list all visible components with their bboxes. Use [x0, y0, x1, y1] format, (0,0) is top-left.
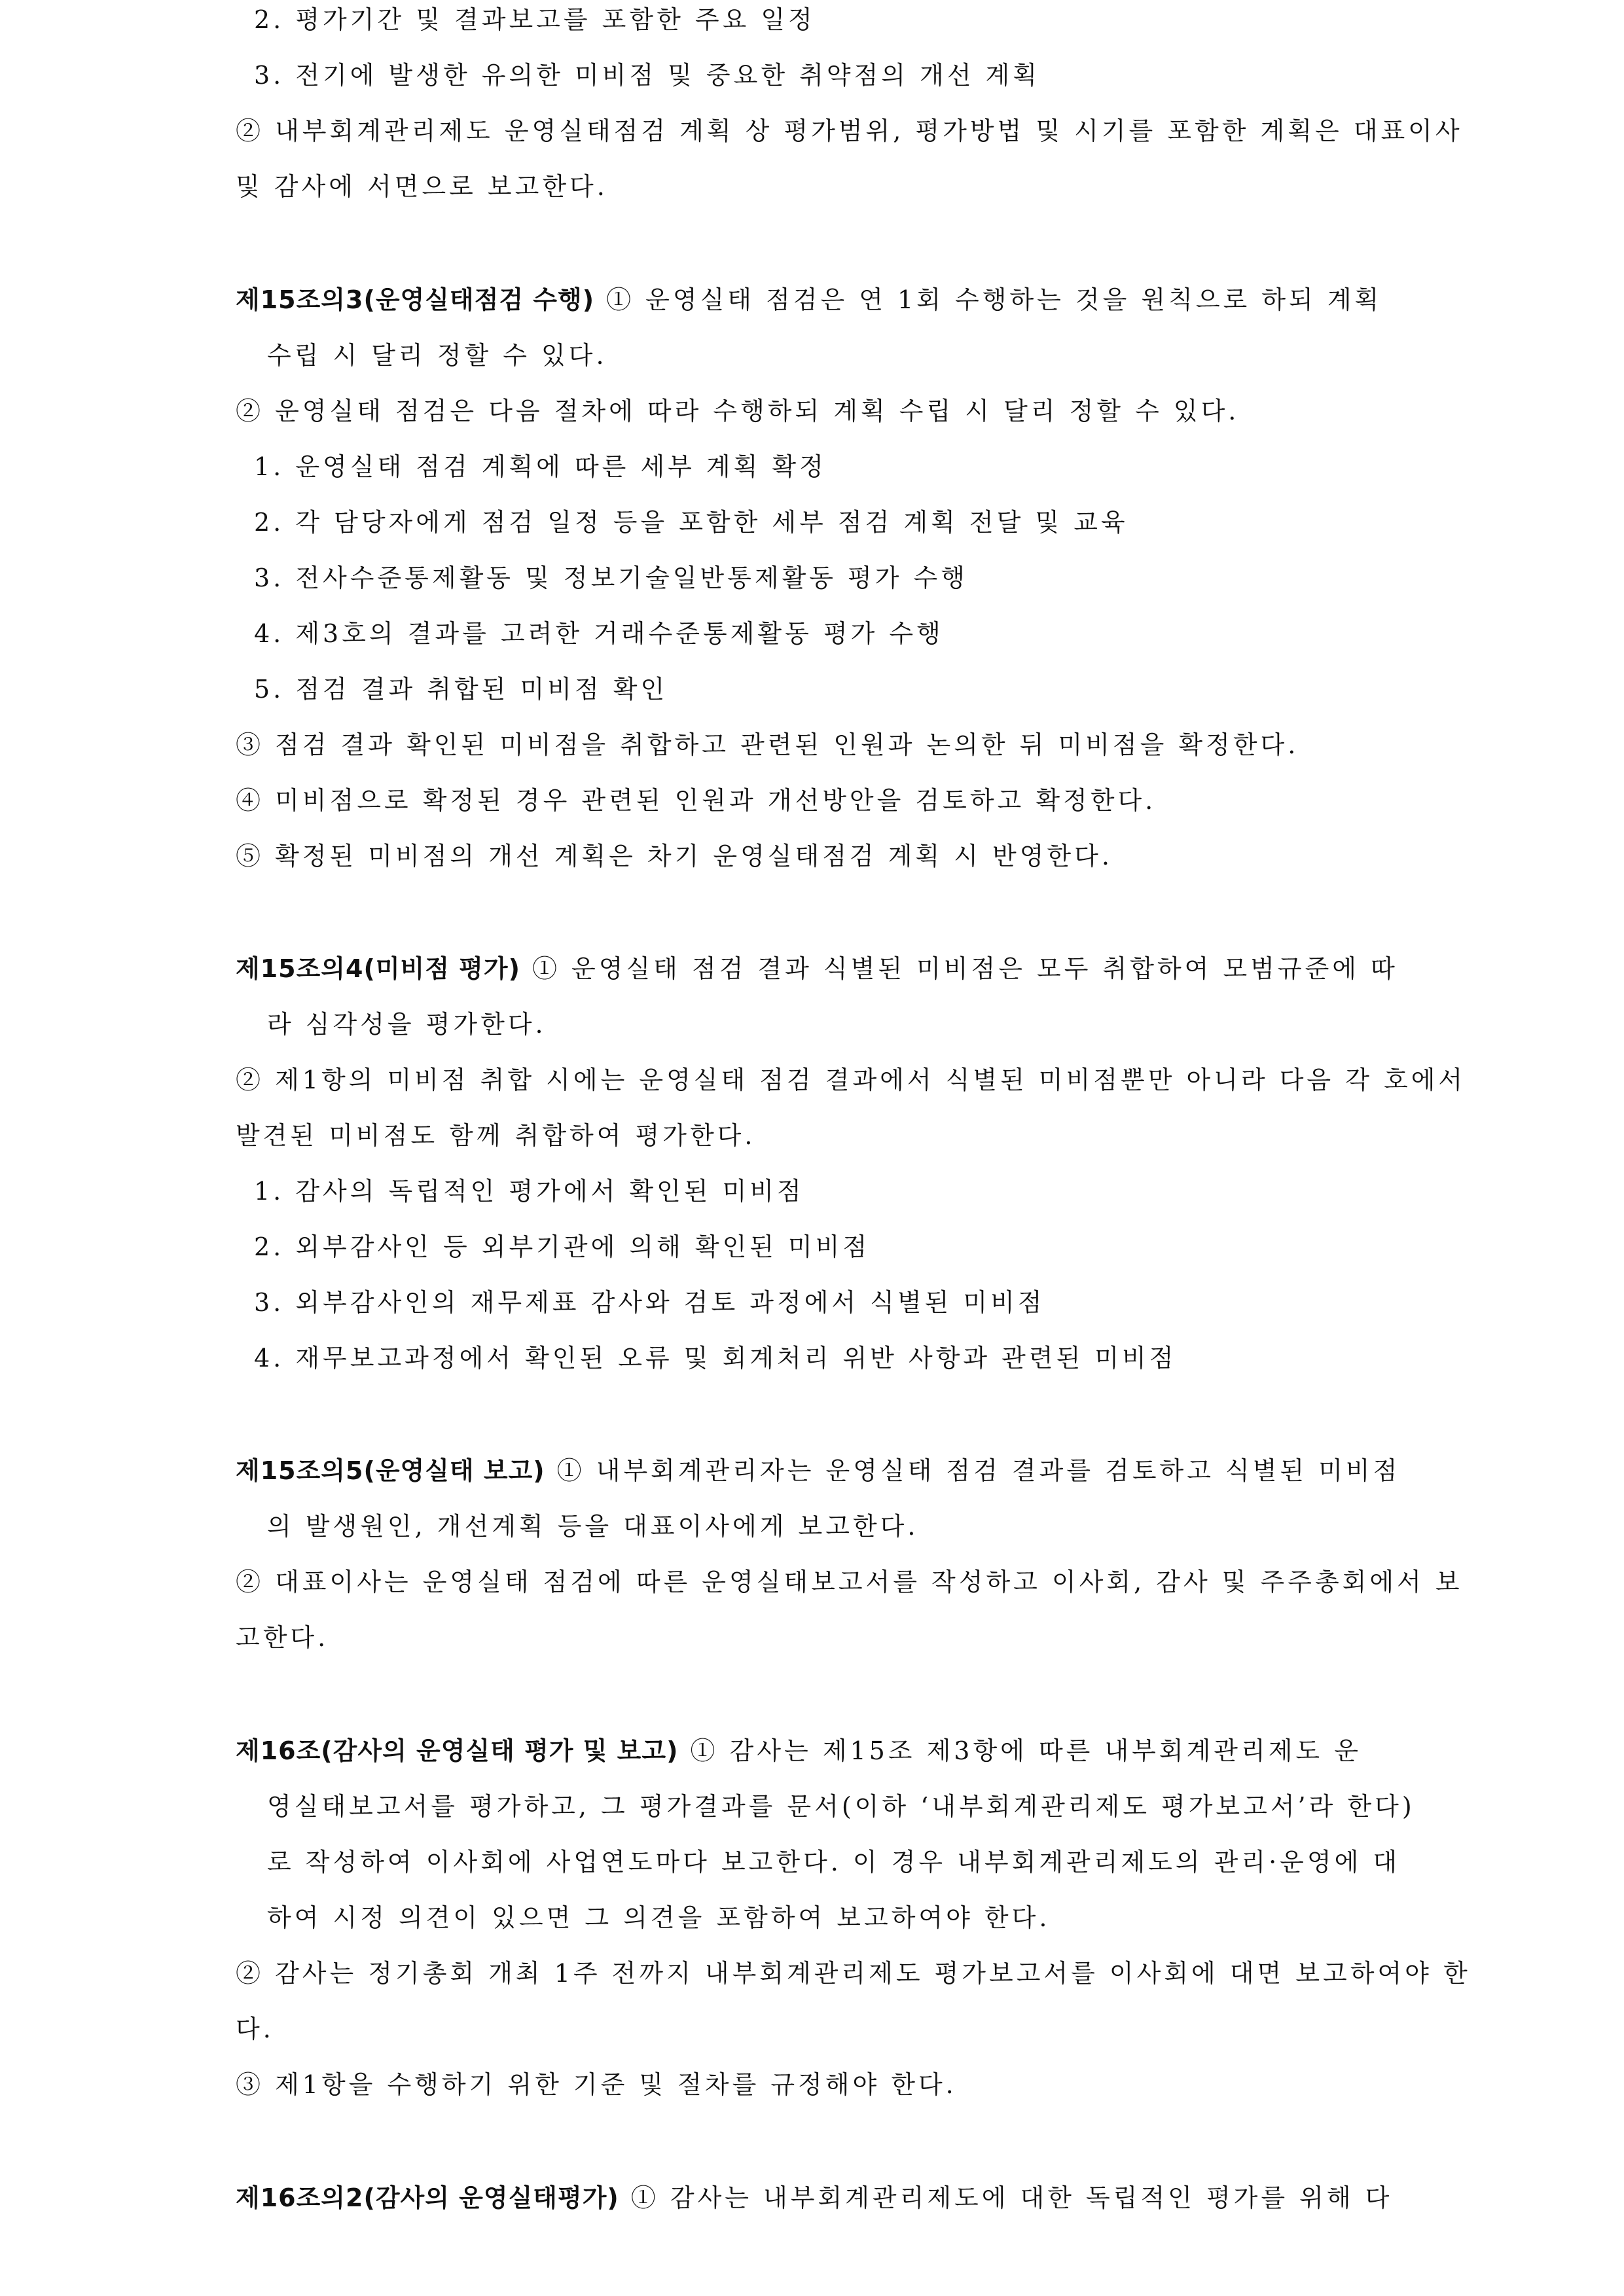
paragraph-line: ⑤ 확정된 미비점의 개선 계획은 차기 운영실태점검 계획 시 반영한다. [236, 842, 1113, 870]
paragraph-line: 하여 시정 의견이 있으면 그 의견을 포함하여 보고하여야 한다. [267, 1903, 1051, 1932]
paragraph-line: ② 내부회계관리제도 운영실태점검 계획 상 평가범위, 평가방법 및 시기를 포함한 계획은 대표이사 [236, 117, 1463, 145]
article-15-3 [236, 280, 1382, 319]
list-item: 2. 평가기간 및 결과보고를 포함한 주요 일정 [254, 5, 816, 34]
list-item: 5. 점검 결과 취합된 미비점 확인 [254, 675, 668, 704]
article-text: ① 운영실태 점검 결과 식별된 미비점은 모두 취합하여 모범규준에 따 [532, 954, 1398, 983]
list-item: 2. 외부감사인 등 외부기관에 의해 확인된 미비점 [254, 1232, 871, 1261]
paragraph-line: 영실태보고서를 평가하고, 그 평가결과를 문서(이하 ‘내부회계관리제도 평가보고서’라 한다) [267, 1792, 1415, 1821]
paragraph-line: ② 대표이사는 운영실태 점검에 따른 운영실태보고서를 작성하고 이사회, 감사 및 주주총회에서 보 [236, 1568, 1463, 1596]
list-item: 3. 외부감사인의 재무제표 감사와 검토 과정에서 식별된 미비점 [254, 1288, 1045, 1317]
article-heading: 제15조의3(운영실태점검 수행) [236, 285, 595, 314]
list-item: 4. 제3호의 결과를 고려한 거래수준통제활동 평가 수행 [254, 619, 944, 648]
article-heading: 제16조(감사의 운영실태 평가 및 보고) [236, 1736, 679, 1765]
article-heading: 제16조의2(감사의 운영실태평가) [236, 2183, 619, 2212]
article-text: ① 감사는 내부회계관리제도에 대한 독립적인 평가를 위해 다 [630, 2183, 1393, 2212]
list-item: 3. 전사수준통제활동 및 정보기술일반통제활동 평가 수행 [254, 564, 968, 592]
paragraph-line: ③ 점검 결과 확인된 미비점을 취합하고 관련된 인원과 논의한 뒤 미비점을 확정한다. [236, 730, 1299, 759]
article-text: ① 내부회계관리자는 운영실태 점검 결과를 검토하고 식별된 미비점 [556, 1456, 1401, 1485]
paragraph-line: 로 작성하여 이사회에 사업연도마다 보고한다. 이 경우 내부회계관리제도의 관리·운영에 대 [267, 1848, 1401, 1876]
paragraph-line: ③ 제1항을 수행하기 위한 기준 및 절차를 규정해야 한다. [236, 2070, 957, 2099]
paragraph-line: ② 제1항의 미비점 취합 시에는 운영실태 점검 결과에서 식별된 미비점뿐만 아니라 다음 각 호에서 [236, 1066, 1466, 1094]
paragraph-line: 및 감사에 서면으로 보고한다. [236, 172, 608, 201]
paragraph-line: ② 감사는 정기총회 개최 1주 전까지 내부회계관리제도 평가보고서를 이사회에 대면 보고하여야 한 [236, 1959, 1471, 1988]
article-15-5 [236, 1451, 1400, 1490]
paragraph-line: 발견된 미비점도 함께 취합하여 평가한다. [236, 1121, 756, 1150]
paragraph-line: 의 발생원인, 개선계획 등을 대표이사에게 보고한다. [267, 1512, 919, 1541]
article-16-2 [236, 2178, 1392, 2217]
list-item: 1. 감사의 독립적인 평가에서 확인된 미비점 [254, 1177, 804, 1206]
paragraph-line: 수립 시 달리 정할 수 있다. [267, 341, 607, 370]
article-16 [236, 1731, 1362, 1770]
article-text: ① 감사는 제15조 제3항에 따른 내부회계관리제도 운 [690, 1736, 1362, 1765]
paragraph-line: ② 운영실태 점검은 다음 절차에 따라 수행하되 계획 수립 시 달리 정할 수 있다. [236, 397, 1240, 425]
list-item: 1. 운영실태 점검 계획에 따른 세부 계획 확정 [254, 452, 827, 481]
list-item: 4. 재무보고과정에서 확인된 오류 및 회계처리 위반 사항과 관련된 미비점 [254, 1344, 1177, 1372]
article-text: ① 운영실태 점검은 연 1회 수행하는 것을 원칙으로 하되 계획 [606, 285, 1382, 314]
article-15-4 [236, 949, 1398, 988]
paragraph-line: ④ 미비점으로 확정된 경우 관련된 인원과 개선방안을 검토하고 확정한다. [236, 786, 1157, 815]
paragraph-line: 다. [236, 2015, 274, 2043]
article-heading: 제15조의4(미비점 평가) [236, 954, 520, 983]
paragraph-line: 고한다. [236, 1623, 329, 1652]
list-item: 3. 전기에 발생한 유의한 미비점 및 중요한 취약점의 개선 계획 [254, 61, 1040, 90]
article-heading: 제15조의5(운영실태 보고) [236, 1456, 545, 1485]
paragraph-line: 라 심각성을 평가한다. [267, 1010, 547, 1039]
list-item: 2. 각 담당자에게 점검 일정 등을 포함한 세부 점검 계획 전달 및 교육 [254, 508, 1128, 537]
